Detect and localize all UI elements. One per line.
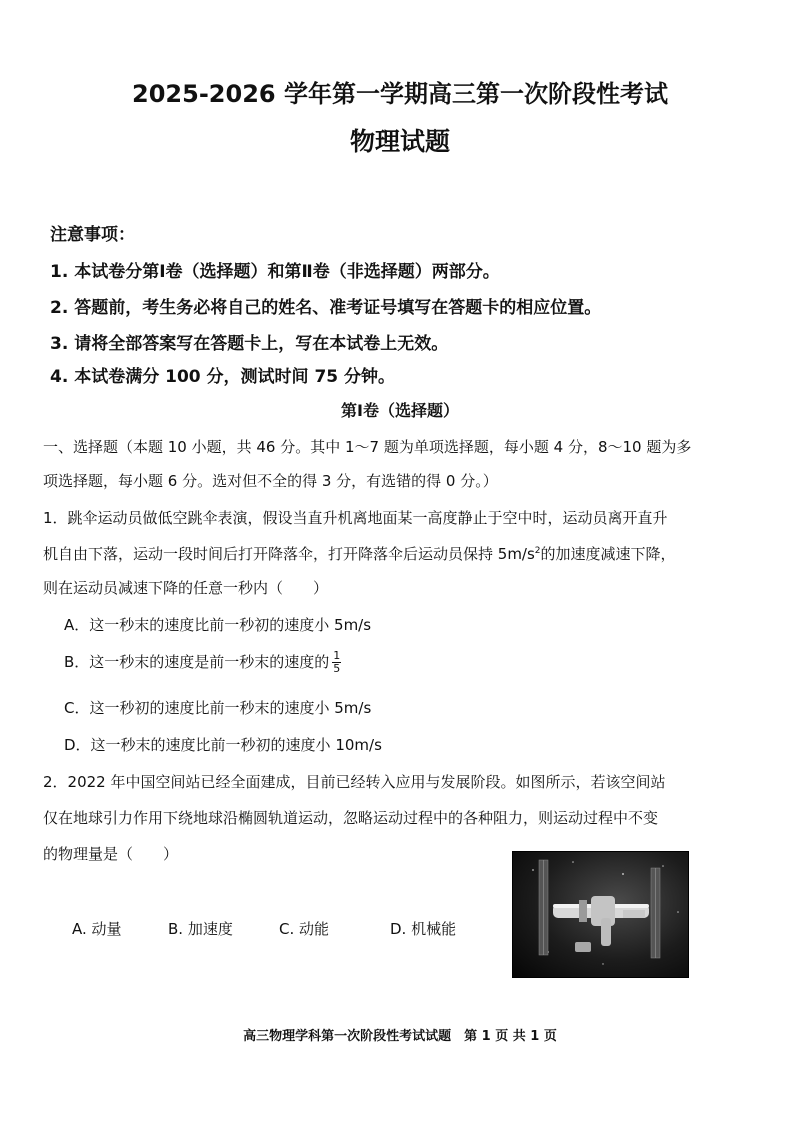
q2-stem-line1: 2．2022 年中国空间站已经全面建成，目前已经转入应用与发展阶段。如图所示，若该空间站 [43,773,666,791]
notice-heading: 注意事项： [50,225,135,245]
notice-item-4: 4. 本试卷满分 100 分，测试时间 75 分钟。 [50,367,396,387]
subject-title: 物理试题 [349,127,450,156]
q2-stem-line2: 仅在地球引力作用下绕地球沿椭圆轨道运动，忽略运动过程中的各种阻力，则运动过程中不变 [43,809,659,827]
notice-item-2: 2. 答题前，考生务必将自己的姓名、准考证号填写在答题卡的相应位置。 [50,298,602,318]
fraction-one-fifth [332,650,341,675]
q2-option-a[interactable]: A. 动量 [72,920,122,938]
fraction-denominator: 5 [333,662,341,675]
notice-item-3: 3. 请将全部答案写在答题卡上，写在本试卷上无效。 [50,334,449,354]
section-intro-line1: 一、选择题（本题 10 小题，共 46 分。其中 1～7 题为单项选择题，每小题 4 分，8～10 题为多 [43,438,692,456]
space-station-illustration [513,852,688,977]
space-station-photo [512,851,689,978]
q1-exponent: 2 [534,546,541,556]
q1-option-d[interactable]: D．这一秒末的速度比前一秒初的速度小 10m/s [64,736,382,754]
q2-option-c[interactable]: C. 动能 [279,920,330,938]
q1-stem-line3: 则在运动员减速下降的任意一秒内（ ） [43,579,329,597]
q1-option-b-text: B．这一秒末的速度是前一秒末的速度的 [64,653,330,671]
section-title: 第Ⅰ卷（选择题） [341,401,459,420]
q1-option-a[interactable]: A．这一秒末的速度比前一秒初的速度小 5m/s [64,616,372,634]
section-intro-line2: 项选择题，每小题 6 分。选对但不全的得 3 分，有选错的得 0 分。） [43,472,498,490]
notice-item-1: 1. 本试卷分第Ⅰ卷（选择题）和第Ⅱ卷（非选择题）两部分。 [50,262,500,282]
q1-option-b[interactable] [64,650,341,675]
q1-stem-line2 [43,543,676,564]
q1-stem-line1: 1．跳伞运动员做低空跳伞表演，假设当直升机离地面某一高度静止于空中时，运动员离开直升 [43,509,668,527]
page-footer: 高三物理学科第一次阶段性考试试题 第 1 页 共 1 页 [243,1029,557,1044]
fraction-numerator: 1 [333,649,341,662]
exam-title: 2025-2026 学年第一学期高三第一次阶段性考试 [132,80,668,108]
q1-stem-line2-a: 机自由下落，运动一段时间后打开降落伞，打开降落伞后运动员保持 5m/s [43,545,535,563]
q2-option-d[interactable]: D. 机械能 [390,920,457,938]
q2-option-b[interactable]: B. 加速度 [168,920,233,938]
q1-stem-line2-b: 的加速度减速下降， [540,545,676,563]
q2-stem-line3: 的物理量是（ ） [43,845,179,863]
q1-option-c[interactable]: C．这一秒初的速度比前一秒末的速度小 5m/s [64,699,372,717]
